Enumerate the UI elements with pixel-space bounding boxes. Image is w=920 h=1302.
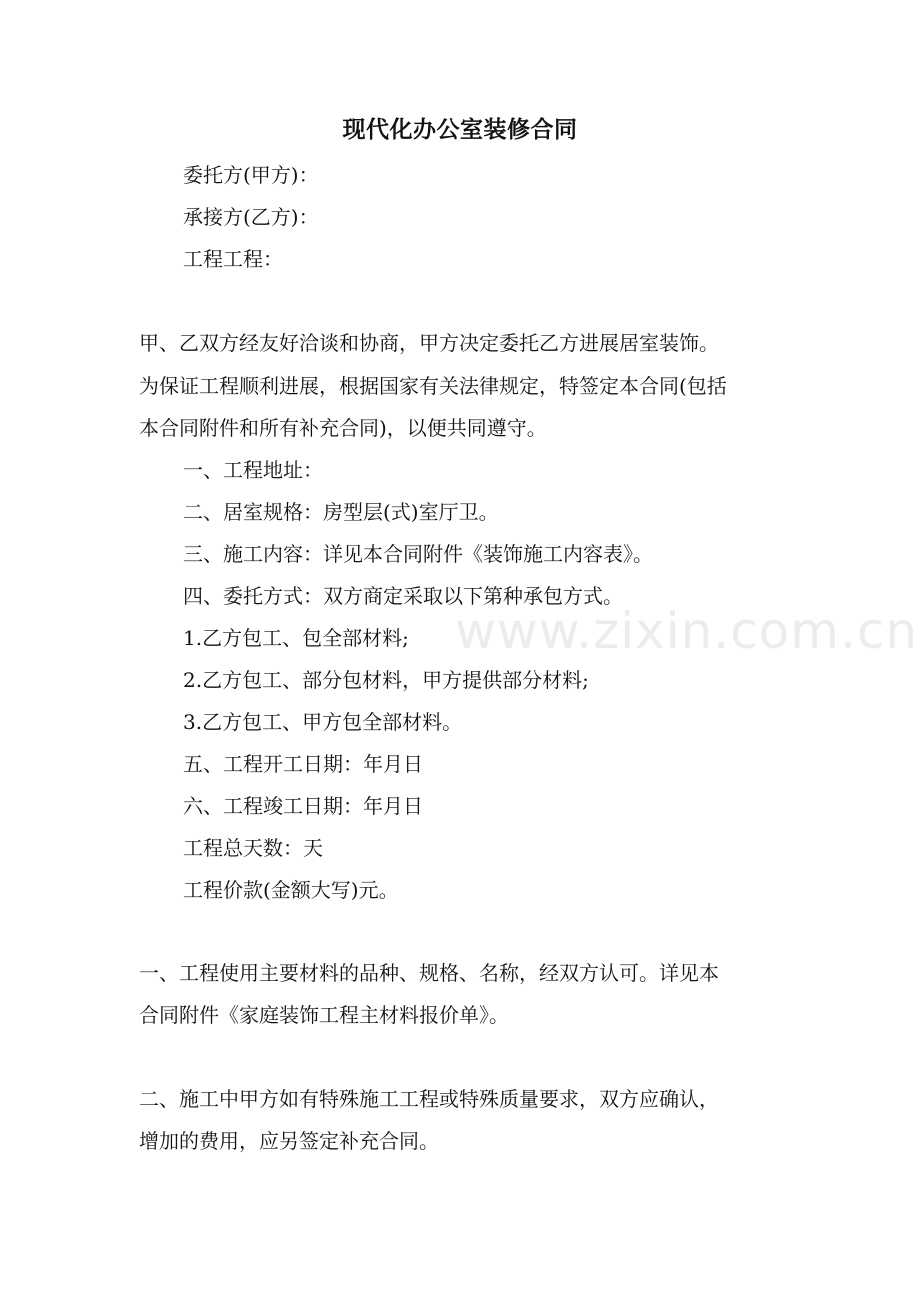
option-3: 3.乙方包工、甲方包全部材料。 [183, 710, 463, 734]
watermark: www.zixin.com.cn [455, 602, 919, 660]
client-field: 委托方(甲方)： [183, 163, 319, 187]
item-address: 一、工程地址： [183, 458, 323, 482]
item-total-days: 工程总天数：天 [183, 836, 323, 860]
item-end-date: 六、工程竣工日期：年月日 [183, 794, 423, 818]
section-one-line-2: 合同附件《家庭装饰工程主材料报价单》。 [139, 1003, 509, 1027]
intro-line-1: 甲、乙双方经友好洽谈和协商，甲方决定委托乙方进展居室装饰。 [139, 331, 719, 355]
option-1: 1.乙方包工、包全部材料; [183, 626, 409, 650]
document-title: 现代化办公室装修合同 [342, 116, 578, 143]
option-2: 2.乙方包工、部分包材料，甲方提供部分材料; [183, 668, 589, 692]
item-start-date: 五、工程开工日期：年月日 [183, 752, 423, 776]
intro-line-3: 本合同附件和所有补充合同)，以便共同遵守。 [139, 416, 547, 440]
contractor-field: 承接方(乙方)： [183, 205, 319, 229]
item-room-spec: 二、居室规格：房型层(式)室厅卫。 [183, 500, 499, 524]
section-one-line-1: 一、工程使用主要材料的品种、规格、名称，经双方认可。详见本 [139, 961, 719, 985]
intro-line-2: 为保证工程顺利进展，根据国家有关法律规定，特签定本合同(包括 [139, 374, 727, 398]
project-field: 工程工程： [183, 247, 283, 271]
item-price: 工程价款(金额大写)元。 [183, 878, 399, 902]
item-contract-mode: 四、委托方式：双方商定采取以下第种承包方式。 [183, 584, 623, 608]
section-two-line-2: 增加的费用，应另签定补充合同。 [139, 1129, 439, 1153]
item-work-content: 三、施工内容：详见本合同附件《装饰施工内容表》。 [183, 542, 653, 566]
section-two-line-1: 二、施工中甲方如有特殊施工工程或特殊质量要求，双方应确认， [139, 1087, 719, 1111]
